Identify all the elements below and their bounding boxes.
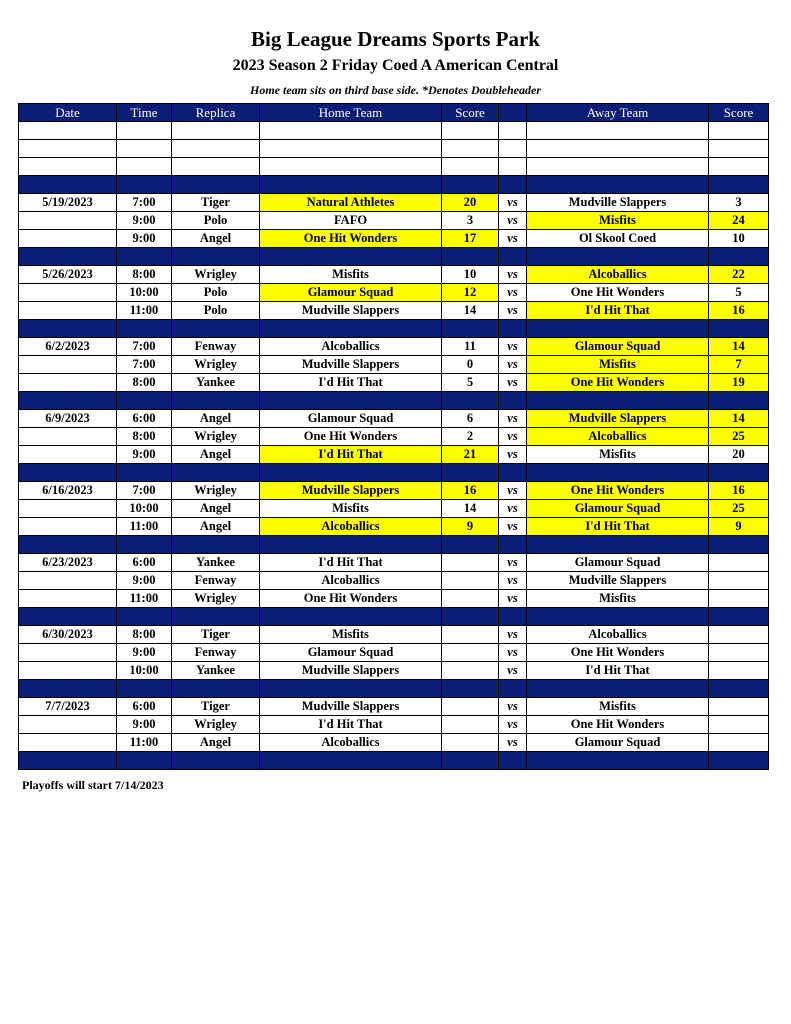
away-team: Alcoballics <box>527 266 709 284</box>
away-team: Misfits <box>527 212 709 230</box>
game-row <box>19 194 769 212</box>
game-date <box>19 284 117 302</box>
game-time: 6:00 <box>117 410 172 428</box>
game-replica: Yankee <box>172 374 260 392</box>
game-replica: Fenway <box>172 572 260 590</box>
home-score: 14 <box>442 302 499 320</box>
away-score <box>709 590 769 608</box>
away-score: 10 <box>709 230 769 248</box>
vs-label: vs <box>499 554 527 572</box>
game-time: 11:00 <box>117 302 172 320</box>
game-row <box>19 374 769 392</box>
game-date: 6/23/2023 <box>19 554 117 572</box>
away-score <box>709 626 769 644</box>
game-date: 6/30/2023 <box>19 626 117 644</box>
game-replica: Angel <box>172 518 260 536</box>
game-date <box>19 734 117 752</box>
game-date <box>19 356 117 374</box>
home-score: 11 <box>442 338 499 356</box>
home-score <box>442 590 499 608</box>
away-score <box>709 698 769 716</box>
game-time: 8:00 <box>117 626 172 644</box>
game-time: 9:00 <box>117 716 172 734</box>
game-time: 10:00 <box>117 500 172 518</box>
game-row <box>19 410 769 428</box>
home-score: 20 <box>442 194 499 212</box>
home-team: One Hit Wonders <box>260 590 442 608</box>
home-score: 17 <box>442 230 499 248</box>
game-replica: Angel <box>172 410 260 428</box>
home-score: 9 <box>442 518 499 536</box>
game-replica: Fenway <box>172 338 260 356</box>
week-separator-row <box>19 752 769 770</box>
game-time: 7:00 <box>117 482 172 500</box>
game-replica: Wrigley <box>172 356 260 374</box>
header-away-score: Score <box>709 104 769 122</box>
game-time: 11:00 <box>117 590 172 608</box>
game-time: 9:00 <box>117 230 172 248</box>
game-time: 9:00 <box>117 572 172 590</box>
away-score: 22 <box>709 266 769 284</box>
vs-label: vs <box>499 428 527 446</box>
game-time: 7:00 <box>117 194 172 212</box>
game-replica: Yankee <box>172 662 260 680</box>
away-team: Alcoballics <box>527 428 709 446</box>
game-date <box>19 230 117 248</box>
game-replica: Angel <box>172 230 260 248</box>
game-row <box>19 644 769 662</box>
away-score: 3 <box>709 194 769 212</box>
home-score <box>442 662 499 680</box>
game-date <box>19 518 117 536</box>
away-team: One Hit Wonders <box>527 716 709 734</box>
home-team: I'd Hit That <box>260 554 442 572</box>
game-date: 7/7/2023 <box>19 698 117 716</box>
game-row <box>19 716 769 734</box>
vs-label: vs <box>499 446 527 464</box>
away-score <box>709 662 769 680</box>
game-row <box>19 302 769 320</box>
game-time: 9:00 <box>117 644 172 662</box>
home-team: Misfits <box>260 266 442 284</box>
game-replica: Angel <box>172 500 260 518</box>
game-row <box>19 734 769 752</box>
home-team: Alcoballics <box>260 518 442 536</box>
empty-row <box>19 140 769 158</box>
header-away-team: Away Team <box>527 104 709 122</box>
vs-label: vs <box>499 302 527 320</box>
header-home-score: Score <box>442 104 499 122</box>
header-row <box>19 104 769 122</box>
home-score <box>442 572 499 590</box>
game-replica: Yankee <box>172 554 260 572</box>
home-team: Mudville Slappers <box>260 662 442 680</box>
away-score: 9 <box>709 518 769 536</box>
vs-label: vs <box>499 698 527 716</box>
game-time: 11:00 <box>117 734 172 752</box>
away-score: 14 <box>709 410 769 428</box>
away-score <box>709 572 769 590</box>
away-score: 14 <box>709 338 769 356</box>
game-date <box>19 500 117 518</box>
game-date <box>19 662 117 680</box>
game-time: 6:00 <box>117 698 172 716</box>
game-replica: Polo <box>172 302 260 320</box>
game-time: 6:00 <box>117 554 172 572</box>
away-team: Alcoballics <box>527 626 709 644</box>
vs-label: vs <box>499 662 527 680</box>
home-score: 16 <box>442 482 499 500</box>
header-time: Time <box>117 104 172 122</box>
home-team: One Hit Wonders <box>260 230 442 248</box>
home-team: Alcoballics <box>260 734 442 752</box>
home-score <box>442 734 499 752</box>
game-replica: Wrigley <box>172 428 260 446</box>
home-score: 3 <box>442 212 499 230</box>
game-date <box>19 428 117 446</box>
home-team: Mudville Slappers <box>260 302 442 320</box>
vs-label: vs <box>499 590 527 608</box>
away-score: 25 <box>709 500 769 518</box>
week-separator-row <box>19 680 769 698</box>
game-replica: Angel <box>172 446 260 464</box>
vs-label: vs <box>499 644 527 662</box>
header-date: Date <box>19 104 117 122</box>
game-row <box>19 212 769 230</box>
vs-label: vs <box>499 230 527 248</box>
game-row <box>19 590 769 608</box>
away-team: Mudville Slappers <box>527 410 709 428</box>
away-score: 19 <box>709 374 769 392</box>
game-time: 10:00 <box>117 284 172 302</box>
away-team: Glamour Squad <box>527 554 709 572</box>
vs-label: vs <box>499 194 527 212</box>
away-team: One Hit Wonders <box>527 284 709 302</box>
away-score <box>709 716 769 734</box>
home-team: I'd Hit That <box>260 446 442 464</box>
away-team: Glamour Squad <box>527 338 709 356</box>
home-score: 12 <box>442 284 499 302</box>
vs-label: vs <box>499 266 527 284</box>
game-date <box>19 716 117 734</box>
game-row <box>19 338 769 356</box>
home-team: I'd Hit That <box>260 716 442 734</box>
game-row <box>19 572 769 590</box>
vs-label: vs <box>499 356 527 374</box>
away-score: 16 <box>709 302 769 320</box>
game-replica: Wrigley <box>172 266 260 284</box>
page-subtitle: 2023 Season 2 Friday Coed A American Central <box>232 57 559 74</box>
game-time: 8:00 <box>117 428 172 446</box>
home-team: I'd Hit That <box>260 374 442 392</box>
vs-label: vs <box>499 716 527 734</box>
game-date <box>19 590 117 608</box>
game-date: 6/2/2023 <box>19 338 117 356</box>
playoffs-note: Playoffs will start 7/14/2023 <box>22 778 164 792</box>
page-title: Big League Dreams Sports Park <box>251 27 540 51</box>
game-row <box>19 662 769 680</box>
home-score: 14 <box>442 500 499 518</box>
game-row <box>19 626 769 644</box>
game-replica: Tiger <box>172 698 260 716</box>
header-vs <box>499 104 527 122</box>
game-row <box>19 356 769 374</box>
header-home-team: Home Team <box>260 104 442 122</box>
home-team: Mudville Slappers <box>260 482 442 500</box>
header-replica: Replica <box>172 104 260 122</box>
away-score <box>709 734 769 752</box>
home-team: Misfits <box>260 626 442 644</box>
game-replica: Wrigley <box>172 482 260 500</box>
vs-label: vs <box>499 572 527 590</box>
home-score <box>442 626 499 644</box>
game-replica: Angel <box>172 734 260 752</box>
away-score <box>709 554 769 572</box>
away-score: 24 <box>709 212 769 230</box>
game-time: 10:00 <box>117 662 172 680</box>
game-replica: Wrigley <box>172 716 260 734</box>
game-row <box>19 428 769 446</box>
home-team: Mudville Slappers <box>260 356 442 374</box>
game-replica: Polo <box>172 284 260 302</box>
away-team: I'd Hit That <box>527 302 709 320</box>
home-team: Glamour Squad <box>260 644 442 662</box>
game-time: 7:00 <box>117 338 172 356</box>
home-team: One Hit Wonders <box>260 428 442 446</box>
game-row <box>19 284 769 302</box>
game-date: 6/16/2023 <box>19 482 117 500</box>
week-separator-row <box>19 608 769 626</box>
vs-label: vs <box>499 410 527 428</box>
game-time: 9:00 <box>117 212 172 230</box>
vs-label: vs <box>499 284 527 302</box>
schedule-body <box>19 122 769 770</box>
home-score: 2 <box>442 428 499 446</box>
home-score <box>442 644 499 662</box>
game-time: 8:00 <box>117 374 172 392</box>
away-score: 7 <box>709 356 769 374</box>
game-date: 5/19/2023 <box>19 194 117 212</box>
schedule-table <box>18 103 769 770</box>
vs-label: vs <box>499 734 527 752</box>
game-row <box>19 230 769 248</box>
away-score: 5 <box>709 284 769 302</box>
away-team: Glamour Squad <box>527 734 709 752</box>
home-score <box>442 698 499 716</box>
vs-label: vs <box>499 500 527 518</box>
game-time: 11:00 <box>117 518 172 536</box>
home-team: Alcoballics <box>260 572 442 590</box>
week-separator-row <box>19 176 769 194</box>
vs-label: vs <box>499 518 527 536</box>
home-score: 21 <box>442 446 499 464</box>
home-score <box>442 554 499 572</box>
game-date: 6/9/2023 <box>19 410 117 428</box>
away-team: One Hit Wonders <box>527 482 709 500</box>
game-replica: Wrigley <box>172 590 260 608</box>
vs-label: vs <box>499 338 527 356</box>
game-row <box>19 518 769 536</box>
week-separator-row <box>19 320 769 338</box>
away-score: 20 <box>709 446 769 464</box>
game-row <box>19 266 769 284</box>
home-team: FAFO <box>260 212 442 230</box>
game-date <box>19 446 117 464</box>
away-team: I'd Hit That <box>527 518 709 536</box>
home-team: Mudville Slappers <box>260 698 442 716</box>
away-team: Misfits <box>527 590 709 608</box>
game-date <box>19 644 117 662</box>
game-date <box>19 572 117 590</box>
home-team: Misfits <box>260 500 442 518</box>
home-team-note: Home team sits on third base side. *Denotes Doubleheader <box>250 83 541 97</box>
vs-label: vs <box>499 626 527 644</box>
week-separator-row <box>19 464 769 482</box>
game-date <box>19 212 117 230</box>
game-row <box>19 446 769 464</box>
game-date <box>19 302 117 320</box>
game-time: 7:00 <box>117 356 172 374</box>
game-row <box>19 698 769 716</box>
vs-label: vs <box>499 212 527 230</box>
home-score: 6 <box>442 410 499 428</box>
away-team: One Hit Wonders <box>527 644 709 662</box>
away-score: 16 <box>709 482 769 500</box>
game-date <box>19 374 117 392</box>
game-replica: Polo <box>172 212 260 230</box>
vs-label: vs <box>499 482 527 500</box>
away-team: Glamour Squad <box>527 500 709 518</box>
game-date: 5/26/2023 <box>19 266 117 284</box>
game-row <box>19 500 769 518</box>
home-team: Natural Athletes <box>260 194 442 212</box>
game-time: 8:00 <box>117 266 172 284</box>
home-score: 0 <box>442 356 499 374</box>
game-replica: Tiger <box>172 194 260 212</box>
vs-label: vs <box>499 374 527 392</box>
home-score: 5 <box>442 374 499 392</box>
away-team: Mudville Slappers <box>527 572 709 590</box>
game-replica: Tiger <box>172 626 260 644</box>
game-row <box>19 554 769 572</box>
away-team: Mudville Slappers <box>527 194 709 212</box>
home-score: 10 <box>442 266 499 284</box>
away-score: 25 <box>709 428 769 446</box>
empty-row <box>19 158 769 176</box>
away-score <box>709 644 769 662</box>
away-team: Ol Skool Coed <box>527 230 709 248</box>
empty-row <box>19 122 769 140</box>
away-team: One Hit Wonders <box>527 374 709 392</box>
home-team: Glamour Squad <box>260 410 442 428</box>
away-team: Misfits <box>527 446 709 464</box>
home-team: Glamour Squad <box>260 284 442 302</box>
week-separator-row <box>19 536 769 554</box>
away-team: I'd Hit That <box>527 662 709 680</box>
home-team: Alcoballics <box>260 338 442 356</box>
game-row <box>19 482 769 500</box>
game-replica: Fenway <box>172 644 260 662</box>
week-separator-row <box>19 392 769 410</box>
away-team: Misfits <box>527 356 709 374</box>
game-time: 9:00 <box>117 446 172 464</box>
away-team: Misfits <box>527 698 709 716</box>
week-separator-row <box>19 248 769 266</box>
home-score <box>442 716 499 734</box>
